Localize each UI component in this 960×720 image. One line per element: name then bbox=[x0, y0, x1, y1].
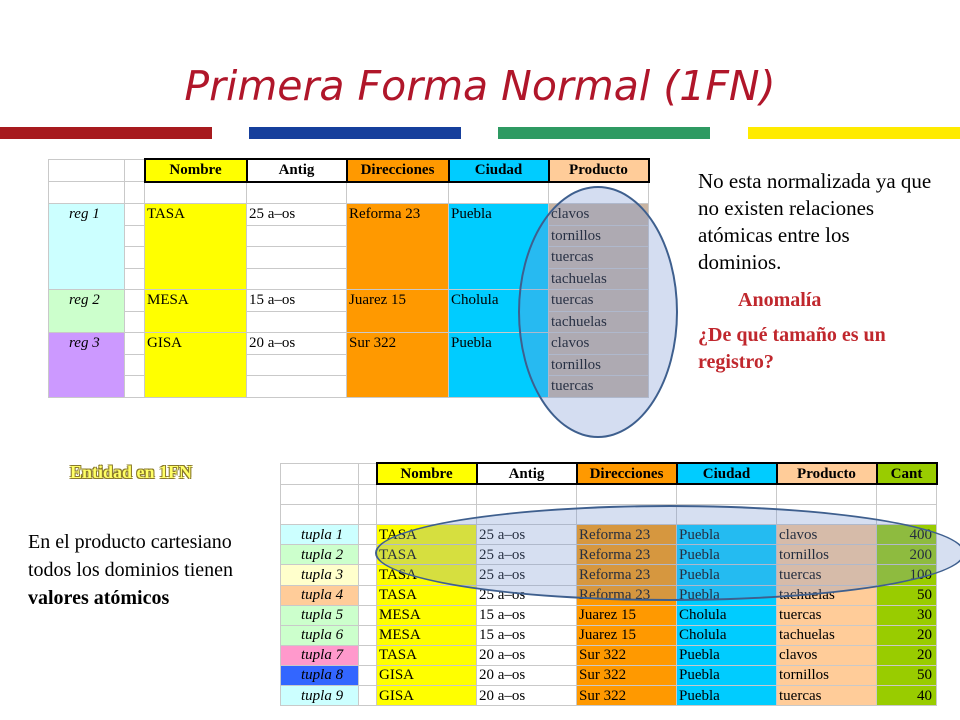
producto-cell: tuercas bbox=[777, 686, 877, 706]
table-row bbox=[281, 686, 937, 706]
direccion-cell: Juarez 15 bbox=[577, 625, 677, 645]
table-cell: TASA bbox=[145, 204, 247, 290]
ciudad-cell: Puebla bbox=[677, 665, 777, 685]
producto-cell: tuercas bbox=[777, 605, 877, 625]
accent-bar-blue bbox=[249, 127, 461, 139]
tuple-label: tupla 9 bbox=[281, 686, 359, 706]
table-cell: tuercas bbox=[549, 376, 649, 398]
column-header: Cant bbox=[877, 463, 937, 484]
column-header: Producto bbox=[777, 463, 877, 484]
header-row bbox=[49, 159, 649, 182]
ciudad-cell: Puebla bbox=[677, 686, 777, 706]
nombre-cell: GISA bbox=[377, 686, 477, 706]
cant-cell: 50 bbox=[877, 665, 937, 685]
column-header: Ciudad bbox=[449, 159, 549, 182]
accent-bar-green bbox=[498, 127, 710, 139]
nombre-cell: TASA bbox=[377, 545, 477, 565]
column-header: Direcciones bbox=[577, 463, 677, 484]
spacer-row bbox=[281, 484, 937, 505]
ciudad-cell: Puebla bbox=[677, 565, 777, 585]
table-row bbox=[281, 605, 937, 625]
ciudad-cell: Puebla bbox=[677, 545, 777, 565]
tuple-label: tupla 5 bbox=[281, 605, 359, 625]
producto-cell: clavos bbox=[777, 645, 877, 665]
direccion-cell: Reforma 23 bbox=[577, 565, 677, 585]
antig-cell: 15 a–os bbox=[477, 605, 577, 625]
ciudad-cell: Puebla bbox=[677, 525, 777, 545]
nombre-cell: GISA bbox=[377, 665, 477, 685]
table-row bbox=[281, 645, 937, 665]
table-cell: 20 a–os bbox=[247, 333, 347, 355]
direccion-cell: Reforma 23 bbox=[577, 585, 677, 605]
producto-cell: tuercas bbox=[777, 565, 877, 585]
table-cell: 15 a–os bbox=[247, 290, 347, 312]
nombre-cell: TASA bbox=[377, 525, 477, 545]
direccion-cell: Sur 322 bbox=[577, 665, 677, 685]
column-header: Nombre bbox=[145, 159, 247, 182]
table-cell: Juarez 15 bbox=[347, 290, 449, 333]
table-cell: tornillos bbox=[549, 225, 649, 247]
cartesian-text-body: En el producto cartesiano todos los dominios tienen bbox=[28, 531, 233, 581]
cartesian-text-bold: valores atómicos bbox=[28, 587, 170, 609]
spacer-row bbox=[49, 182, 649, 204]
accent-bar-yellow bbox=[748, 127, 960, 139]
slide-title: Primera Forma Normal (1FN) bbox=[184, 62, 776, 110]
anomaly-label: Anomalía bbox=[738, 289, 822, 311]
ciudad-cell: Puebla bbox=[677, 645, 777, 665]
cant-cell: 100 bbox=[877, 565, 937, 585]
accent-bar-red bbox=[0, 127, 212, 139]
cartesian-text bbox=[28, 528, 253, 612]
column-header: Antig bbox=[247, 159, 347, 182]
nombre-cell: TASA bbox=[377, 585, 477, 605]
tuple-label: tupla 2 bbox=[281, 545, 359, 565]
nombre-cell: MESA bbox=[377, 625, 477, 645]
note-text: No esta normalizada ya que no existen relaciones atómicas entre los dominios. bbox=[698, 169, 932, 274]
table-cell: 25 a–os bbox=[247, 204, 347, 226]
producto-cell: tornillos bbox=[777, 545, 877, 565]
record-label: reg 1 bbox=[49, 204, 125, 290]
cant-cell: 200 bbox=[877, 545, 937, 565]
antig-cell: 20 a–os bbox=[477, 686, 577, 706]
highlight-ellipse-tuplas bbox=[375, 505, 960, 601]
table-cell: clavos bbox=[549, 204, 649, 226]
antig-cell: 25 a–os bbox=[477, 585, 577, 605]
table-cell: tornillos bbox=[549, 354, 649, 376]
direccion-cell: Juarez 15 bbox=[577, 605, 677, 625]
table-cell: MESA bbox=[145, 290, 247, 333]
direccion-cell: Sur 322 bbox=[577, 645, 677, 665]
table-cell: Sur 322 bbox=[347, 333, 449, 398]
cant-cell: 20 bbox=[877, 625, 937, 645]
direccion-cell: Sur 322 bbox=[577, 686, 677, 706]
table-cell: tuercas bbox=[549, 290, 649, 312]
ciudad-cell: Puebla bbox=[677, 585, 777, 605]
antig-cell: 20 a–os bbox=[477, 665, 577, 685]
column-header: Producto bbox=[549, 159, 649, 182]
table-cell: Cholula bbox=[449, 290, 549, 333]
header-row bbox=[281, 463, 937, 484]
antig-cell: 25 a–os bbox=[477, 525, 577, 545]
highlight-ellipse-producto bbox=[518, 186, 678, 438]
table-cell: Puebla bbox=[449, 333, 549, 398]
nombre-cell: MESA bbox=[377, 605, 477, 625]
table-cell: clavos bbox=[549, 333, 649, 355]
tuple-label: tupla 3 bbox=[281, 565, 359, 585]
direccion-cell: Reforma 23 bbox=[577, 545, 677, 565]
tuple-label: tupla 8 bbox=[281, 665, 359, 685]
column-header: Antig bbox=[477, 463, 577, 484]
table-cell: Reforma 23 bbox=[347, 204, 449, 290]
direccion-cell: Reforma 23 bbox=[577, 525, 677, 545]
producto-cell: tachuelas bbox=[777, 585, 877, 605]
producto-cell: clavos bbox=[777, 525, 877, 545]
tuple-label: tupla 4 bbox=[281, 585, 359, 605]
table-row bbox=[281, 625, 937, 645]
column-header: Nombre bbox=[377, 463, 477, 484]
table-cell: Puebla bbox=[449, 204, 549, 290]
column-header: Ciudad bbox=[677, 463, 777, 484]
cant-cell: 30 bbox=[877, 605, 937, 625]
producto-cell: tornillos bbox=[777, 665, 877, 685]
record-label: reg 2 bbox=[49, 290, 125, 333]
entity-label: Entidad en 1FN bbox=[70, 462, 193, 482]
tuple-label: tupla 7 bbox=[281, 645, 359, 665]
cant-cell: 400 bbox=[877, 525, 937, 545]
antig-cell: 15 a–os bbox=[477, 625, 577, 645]
cant-cell: 40 bbox=[877, 686, 937, 706]
column-header: Direcciones bbox=[347, 159, 449, 182]
antig-cell: 25 a–os bbox=[477, 545, 577, 565]
ciudad-cell: Cholula bbox=[677, 605, 777, 625]
antig-cell: 20 a–os bbox=[477, 645, 577, 665]
tuple-label: tupla 6 bbox=[281, 625, 359, 645]
table-cell: tachuelas bbox=[549, 311, 649, 333]
table-cell: tuercas bbox=[549, 247, 649, 269]
cant-cell: 20 bbox=[877, 645, 937, 665]
table-cell: tachuelas bbox=[549, 268, 649, 290]
cant-cell: 50 bbox=[877, 585, 937, 605]
ciudad-cell: Cholula bbox=[677, 625, 777, 645]
tuple-label: tupla 1 bbox=[281, 525, 359, 545]
nombre-cell: TASA bbox=[377, 565, 477, 585]
record-label: reg 3 bbox=[49, 333, 125, 398]
table-row bbox=[281, 665, 937, 685]
table-cell: GISA bbox=[145, 333, 247, 398]
antig-cell: 25 a–os bbox=[477, 565, 577, 585]
nombre-cell: TASA bbox=[377, 645, 477, 665]
question-text: ¿De qué tamaño es un registro? bbox=[698, 324, 886, 373]
producto-cell: tachuelas bbox=[777, 625, 877, 645]
